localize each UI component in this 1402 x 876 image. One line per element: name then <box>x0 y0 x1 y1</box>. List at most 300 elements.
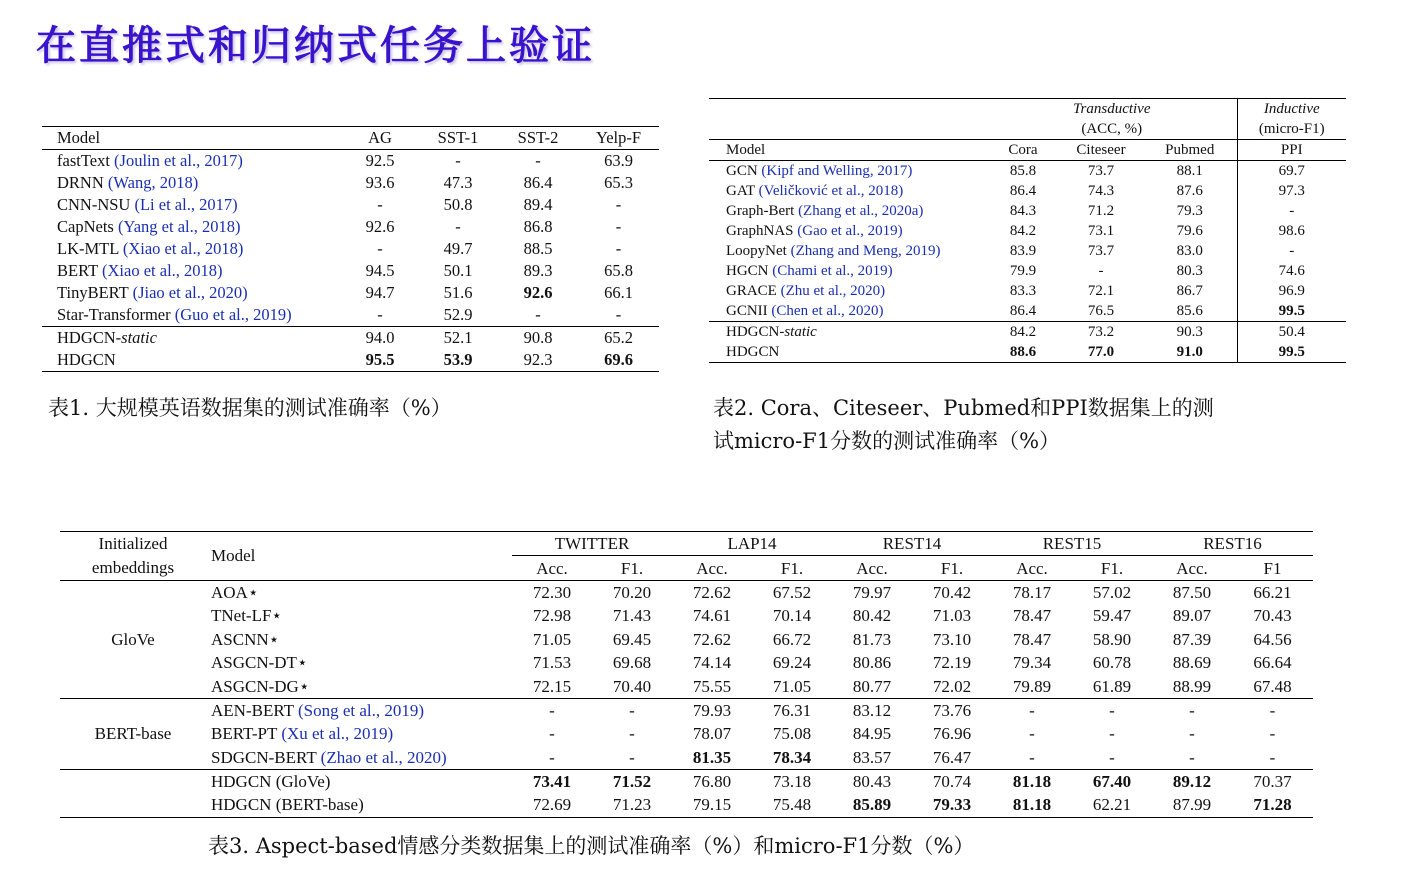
citation: (Guo et al., 2019) <box>174 305 292 324</box>
model-name: ASGCN-DG⋆ <box>211 676 310 696</box>
table-row-ours <box>60 793 1313 817</box>
cell: 69.68 <box>612 653 652 673</box>
column-header-embeddings-line2: embeddings <box>60 556 206 580</box>
cell: 81.73 <box>852 629 892 649</box>
model-name: TinyBERT <box>57 283 129 302</box>
cell: 89.3 <box>523 261 553 280</box>
cell: 67.48 <box>1253 676 1292 696</box>
cell: 94.0 <box>342 327 418 350</box>
cell: - <box>549 747 555 767</box>
table-group-subheader-row <box>709 119 1346 140</box>
cell: 66.72 <box>772 629 812 649</box>
cell: 92.3 <box>523 350 553 369</box>
cell: - <box>377 195 383 214</box>
cell <box>987 342 1059 363</box>
cell: 86.4 <box>523 173 553 192</box>
cell: 78.47 <box>1012 606 1052 626</box>
cell: 52.9 <box>443 305 473 324</box>
model-name: HGCN <box>726 263 769 279</box>
model-name: HDGCN- <box>726 324 785 340</box>
cell: 72.1 <box>1087 283 1115 299</box>
table2-caption-line2: 试micro-F1分数的测试准确率（%） <box>713 429 1061 453</box>
cell: 66.1 <box>604 283 633 302</box>
cell: 71.53 <box>532 653 572 673</box>
cell <box>1237 301 1346 322</box>
cell: 72.30 <box>532 582 572 602</box>
table3-caption: 表3. Aspect-based情感分类数据集上的测试准确率（%）和micro-F1分数（%） <box>208 834 975 858</box>
cell: - <box>1109 724 1115 744</box>
cell: 72.19 <box>932 653 972 673</box>
model-name: GCNII <box>726 303 768 319</box>
table-aspect-based-sentiment <box>60 531 1313 818</box>
best-value: 79.33 <box>932 795 972 815</box>
cell <box>672 746 752 770</box>
embedding-group-label: BERT-base <box>60 698 206 769</box>
cell: 71.23 <box>612 795 652 815</box>
model-name: GRACE <box>726 283 777 299</box>
cell <box>342 349 418 372</box>
cell: 70.43 <box>1253 606 1292 626</box>
model-name: CapNets <box>57 217 114 236</box>
cell: 79.34 <box>1012 653 1052 673</box>
best-value: 88.6 <box>1009 344 1037 360</box>
model-name: fastText <box>57 151 110 170</box>
cell: 80.77 <box>852 676 892 696</box>
cell: 79.9 <box>1009 263 1037 279</box>
best-value: 99.5 <box>1278 344 1305 360</box>
cell: 94.7 <box>365 283 395 302</box>
cell: 88.99 <box>1172 676 1212 696</box>
model-name: BERT <box>57 261 98 280</box>
dataset-header: REST16 <box>1152 532 1313 556</box>
model-name: Star-Transformer <box>57 305 171 324</box>
cell <box>592 769 672 793</box>
table-row <box>60 722 1313 745</box>
cell: 62.21 <box>1092 795 1132 815</box>
cell: 70.14 <box>772 606 812 626</box>
cell: 83.9 <box>1009 243 1037 259</box>
cell: 74.3 <box>1087 183 1115 199</box>
cell <box>1232 793 1313 817</box>
table-row <box>709 201 1346 221</box>
cell: 71.03 <box>932 606 972 626</box>
model-name: HDGCN (GloVe) <box>206 769 512 793</box>
cell: 50.8 <box>443 195 473 214</box>
cell: 83.0 <box>1176 243 1203 259</box>
cell: 70.20 <box>612 582 652 602</box>
cell: 76.96 <box>932 724 972 744</box>
cell: 84.95 <box>852 724 892 744</box>
cell: - <box>1237 241 1346 261</box>
cell: - <box>1152 698 1232 722</box>
table-row <box>60 580 1313 604</box>
cell: 79.97 <box>852 582 892 602</box>
best-value: 99.5 <box>1278 303 1305 319</box>
metric-header: F1. <box>752 556 832 580</box>
cell: 88.1 <box>1176 163 1203 179</box>
cell: - <box>455 217 461 236</box>
metric-header: Acc. <box>672 556 752 580</box>
cell: 65.3 <box>604 173 633 192</box>
metric-header: F1 <box>1232 556 1313 580</box>
best-value: 67.40 <box>1092 772 1132 792</box>
cell: 59.47 <box>1092 606 1132 626</box>
best-value: 91.0 <box>1176 344 1203 360</box>
table1-caption: 表1. 大规模英语数据集的测试准确率（%） <box>48 396 452 420</box>
cell: 90.8 <box>498 327 578 350</box>
citation: (Chen et al., 2020) <box>771 303 884 319</box>
cell: 86.8 <box>523 217 553 236</box>
citation: (Kipf and Welling, 2017) <box>761 163 913 179</box>
dataset-header: TWITTER <box>512 532 672 556</box>
cell: - <box>1109 747 1115 767</box>
cell: 75.55 <box>692 676 732 696</box>
cell: 72.98 <box>532 606 572 626</box>
cell: 52.1 <box>418 327 498 350</box>
metric-header: F1. <box>912 556 992 580</box>
citation: (Zhu et al., 2020) <box>780 283 886 299</box>
metric-header: Acc. <box>832 556 912 580</box>
cell: 75.08 <box>772 724 812 744</box>
cell: 89.07 <box>1172 606 1212 626</box>
cell: 70.42 <box>932 582 972 602</box>
cell: 50.4 <box>1237 322 1346 343</box>
citation: (Yang et al., 2018) <box>117 217 241 236</box>
cell: - <box>377 239 383 258</box>
cell: 93.6 <box>365 173 395 192</box>
column-header: Cora <box>987 140 1059 161</box>
cell: 74.14 <box>692 653 732 673</box>
table-row <box>709 161 1346 182</box>
dataset-header: LAP14 <box>672 532 832 556</box>
cell: 70.40 <box>612 676 652 696</box>
cell: 88.5 <box>523 239 553 258</box>
table-row <box>42 304 659 327</box>
table-transductive-inductive <box>709 98 1346 363</box>
cell: 83.57 <box>852 747 892 767</box>
best-value: 81.18 <box>1012 772 1052 792</box>
cell: 79.15 <box>692 795 732 815</box>
column-header: Citeseer <box>1059 140 1143 161</box>
cell: 79.3 <box>1176 203 1203 219</box>
cell: 76.80 <box>672 769 752 793</box>
cell: 70.37 <box>1232 769 1313 793</box>
table-header-row <box>709 140 1346 161</box>
cell: 72.62 <box>692 582 732 602</box>
cell: 74.61 <box>692 606 732 626</box>
cell: 71.05 <box>532 629 572 649</box>
best-value: 85.89 <box>852 795 892 815</box>
cell: - <box>377 305 383 324</box>
table-row-ours <box>60 769 1313 793</box>
cell: 73.7 <box>1087 163 1115 179</box>
table-row-ours <box>709 342 1346 363</box>
cell: 73.76 <box>912 698 992 722</box>
cell: 79.6 <box>1176 223 1203 239</box>
cell: 89.4 <box>523 195 553 214</box>
cell: 72.02 <box>932 676 972 696</box>
table-row <box>60 604 1313 627</box>
cell: - <box>1232 698 1313 722</box>
column-header: Model <box>709 140 987 161</box>
column-header-model: Model <box>206 532 512 581</box>
best-value: 92.6 <box>523 283 553 302</box>
cell: - <box>535 305 541 324</box>
table-row <box>709 221 1346 241</box>
table-row <box>60 698 1313 722</box>
cell: 69.7 <box>1237 161 1346 182</box>
model-name: AOA⋆ <box>211 582 259 602</box>
cell: - <box>1029 747 1035 767</box>
table-row <box>42 260 659 282</box>
cell: 65.8 <box>604 261 633 280</box>
cell: - <box>512 698 592 722</box>
citation: (Xiao et al., 2018) <box>122 239 244 258</box>
column-header: SST-1 <box>418 127 498 150</box>
cell <box>578 349 659 372</box>
model-name-suffix: static <box>784 324 817 340</box>
cell: 78.47 <box>1012 629 1052 649</box>
dataset-header: REST14 <box>832 532 992 556</box>
model-name: HDGCN <box>57 350 116 369</box>
metric-header: F1. <box>592 556 672 580</box>
cell: 73.2 <box>1059 322 1143 343</box>
embedding-group-label: GloVe <box>111 629 155 649</box>
citation: (Joulin et al., 2017) <box>114 151 243 170</box>
model-name: TNet-LF⋆ <box>211 606 283 626</box>
model-name: LoopyNet <box>726 243 787 259</box>
cell: 78.07 <box>692 724 732 744</box>
table-row <box>42 282 659 304</box>
cell: 61.89 <box>1092 676 1132 696</box>
table-row <box>709 301 1346 322</box>
cell <box>1143 342 1237 363</box>
table-large-scale-english <box>42 126 659 372</box>
cell: 67.52 <box>772 582 812 602</box>
cell: 73.18 <box>752 769 832 793</box>
cell: 73.7 <box>1087 243 1115 259</box>
cell: 64.56 <box>1253 629 1292 649</box>
group-header-inductive: Inductive <box>1263 101 1320 117</box>
model-name: ASCNN⋆ <box>211 629 280 649</box>
cell: 47.3 <box>443 173 473 192</box>
cell <box>512 769 592 793</box>
cell: 97.3 <box>1237 181 1346 201</box>
model-name: GraphNAS <box>726 223 794 239</box>
cell: 87.99 <box>1172 795 1212 815</box>
column-header: Yelp-F <box>578 127 659 150</box>
model-name: BERT-PT <box>211 724 278 744</box>
model-name: ASGCN-DT⋆ <box>211 653 308 673</box>
cell: 75.48 <box>772 795 812 815</box>
cell: 72.69 <box>532 795 572 815</box>
model-name: AEN-BERT <box>211 700 294 720</box>
cell: 92.6 <box>365 217 395 236</box>
cell: 96.9 <box>1237 281 1346 301</box>
table-row-ours <box>42 327 659 350</box>
best-value: 81.18 <box>1012 795 1052 815</box>
cell: 74.6 <box>1237 261 1346 281</box>
table-header-row <box>42 127 659 150</box>
cell: - <box>1237 201 1346 221</box>
cell: 86.4 <box>1009 303 1037 319</box>
table2-caption <box>713 392 1214 458</box>
cell: - <box>549 724 555 744</box>
table-row <box>709 181 1346 201</box>
best-value: 81.35 <box>692 747 732 767</box>
model-name: HDGCN- <box>57 328 122 347</box>
cell: - <box>629 724 635 744</box>
best-value: 69.6 <box>604 350 633 369</box>
cell: - <box>1098 263 1104 279</box>
table-row <box>709 261 1346 281</box>
cell: 92.5 <box>365 151 395 170</box>
cell: 85.8 <box>1009 163 1037 179</box>
cell: 80.3 <box>1176 263 1203 279</box>
metric-header: Acc. <box>992 556 1072 580</box>
citation: (Jiao et al., 2020) <box>132 283 248 302</box>
cell: - <box>615 195 622 214</box>
cell <box>1152 769 1232 793</box>
cell: 63.9 <box>604 151 633 170</box>
cell: 87.39 <box>1172 629 1212 649</box>
column-header: Pubmed <box>1143 140 1237 161</box>
cell: 49.7 <box>443 239 473 258</box>
citation: (Song et al., 2019) <box>297 700 425 720</box>
cell: 98.6 <box>1237 221 1346 241</box>
cell: 87.50 <box>1172 582 1212 602</box>
cell <box>832 793 912 817</box>
cell: 84.2 <box>987 322 1059 343</box>
column-header: SST-2 <box>498 127 578 150</box>
citation: (Li et al., 2017) <box>134 195 238 214</box>
cell: - <box>629 747 635 767</box>
cell: 57.02 <box>1092 582 1132 602</box>
cell: 70.74 <box>912 769 992 793</box>
cell: 60.78 <box>1092 653 1132 673</box>
cell: 83.12 <box>832 698 912 722</box>
citation: (Chami et al., 2019) <box>772 263 893 279</box>
cell: 84.2 <box>1009 223 1037 239</box>
cell: 69.24 <box>772 653 812 673</box>
metric-header: F1. <box>1072 556 1152 580</box>
cell: 65.2 <box>578 327 659 350</box>
cell <box>1237 342 1346 363</box>
cell: - <box>1269 747 1276 767</box>
cell <box>992 769 1072 793</box>
cell <box>992 793 1072 817</box>
cell: 84.3 <box>1009 203 1037 219</box>
cell <box>418 349 498 372</box>
citation: (Zhang and Meng, 2019) <box>790 243 941 259</box>
cell: 87.6 <box>1176 183 1203 199</box>
cell: 51.6 <box>443 283 473 302</box>
table-row <box>42 216 659 238</box>
model-name: Graph-Bert <box>726 203 795 219</box>
table2-caption-line1: 表2. Cora、Citeseer、Pubmed和PPI数据集上的测 <box>713 396 1214 420</box>
model-name: CNN-NSU <box>57 195 131 214</box>
cell: 86.7 <box>1176 283 1203 299</box>
cell: 83.3 <box>1009 283 1037 299</box>
cell: 85.6 <box>1176 303 1203 319</box>
model-name: DRNN <box>57 173 104 192</box>
dataset-header: REST15 <box>992 532 1152 556</box>
cell: - <box>615 305 622 324</box>
cell: 76.31 <box>752 698 832 722</box>
table-group-header-row <box>709 99 1346 120</box>
best-value: 78.34 <box>772 747 812 767</box>
best-value: 89.12 <box>1172 772 1212 792</box>
table-row <box>60 628 1313 651</box>
table-header-row <box>60 532 1313 556</box>
best-value: 77.0 <box>1087 344 1115 360</box>
cell: 80.86 <box>852 653 892 673</box>
citation: (Gao et al., 2019) <box>797 223 903 239</box>
table-row-ours <box>709 322 1346 343</box>
cell: 73.10 <box>932 629 972 649</box>
cell: 80.43 <box>832 769 912 793</box>
table-row <box>709 281 1346 301</box>
column-header-embeddings-line1: Initialized <box>98 534 168 554</box>
citation: (Xiao et al., 2018) <box>102 261 223 280</box>
column-header: PPI <box>1237 140 1346 161</box>
cell: - <box>615 217 622 236</box>
cell: 94.5 <box>365 261 395 280</box>
table-row <box>42 150 659 173</box>
table-row <box>60 746 1313 770</box>
table-row <box>60 651 1313 674</box>
model-name: GAT <box>726 183 755 199</box>
table-row <box>42 238 659 260</box>
cell: - <box>535 151 541 170</box>
cell: 76.5 <box>1087 303 1115 319</box>
metric-header: Acc. <box>512 556 592 580</box>
cell: - <box>992 698 1072 722</box>
table-row-ours <box>42 349 659 372</box>
table-row <box>60 674 1313 698</box>
cell: 72.62 <box>692 629 732 649</box>
model-name: SDGCN-BERT <box>211 747 317 767</box>
group-subheader-inductive: (micro-F1) <box>1237 119 1346 140</box>
table-row <box>709 241 1346 261</box>
cell <box>1072 769 1152 793</box>
column-header: Model <box>42 127 342 150</box>
cell: 69.45 <box>612 629 652 649</box>
best-value: 53.9 <box>443 350 473 369</box>
cell: - <box>1072 698 1152 722</box>
cell: 71.2 <box>1087 203 1115 219</box>
citation: (Zhao et al., 2020) <box>320 747 447 767</box>
group-header-transductive: Transductive <box>1073 101 1151 117</box>
cell: - <box>592 698 672 722</box>
column-header: AG <box>342 127 418 150</box>
citation: (Xu et al., 2019) <box>281 724 394 744</box>
cell: 71.05 <box>772 676 812 696</box>
slide-title: 在直推式和归纳式任务上验证 <box>36 22 595 69</box>
model-name: HDGCN (BERT-base) <box>211 795 364 815</box>
cell: - <box>615 239 622 258</box>
best-value: 73.41 <box>532 772 572 792</box>
cell: - <box>1029 724 1035 744</box>
cell: 73.1 <box>1087 223 1115 239</box>
group-subheader-transductive: (ACC, %) <box>987 119 1237 140</box>
cell: - <box>1189 724 1195 744</box>
model-name: GCN <box>726 163 758 179</box>
citation: (Veličković et al., 2018) <box>758 183 904 199</box>
cell: - <box>455 151 461 170</box>
cell: 86.4 <box>1009 183 1037 199</box>
best-value: 95.5 <box>365 350 395 369</box>
